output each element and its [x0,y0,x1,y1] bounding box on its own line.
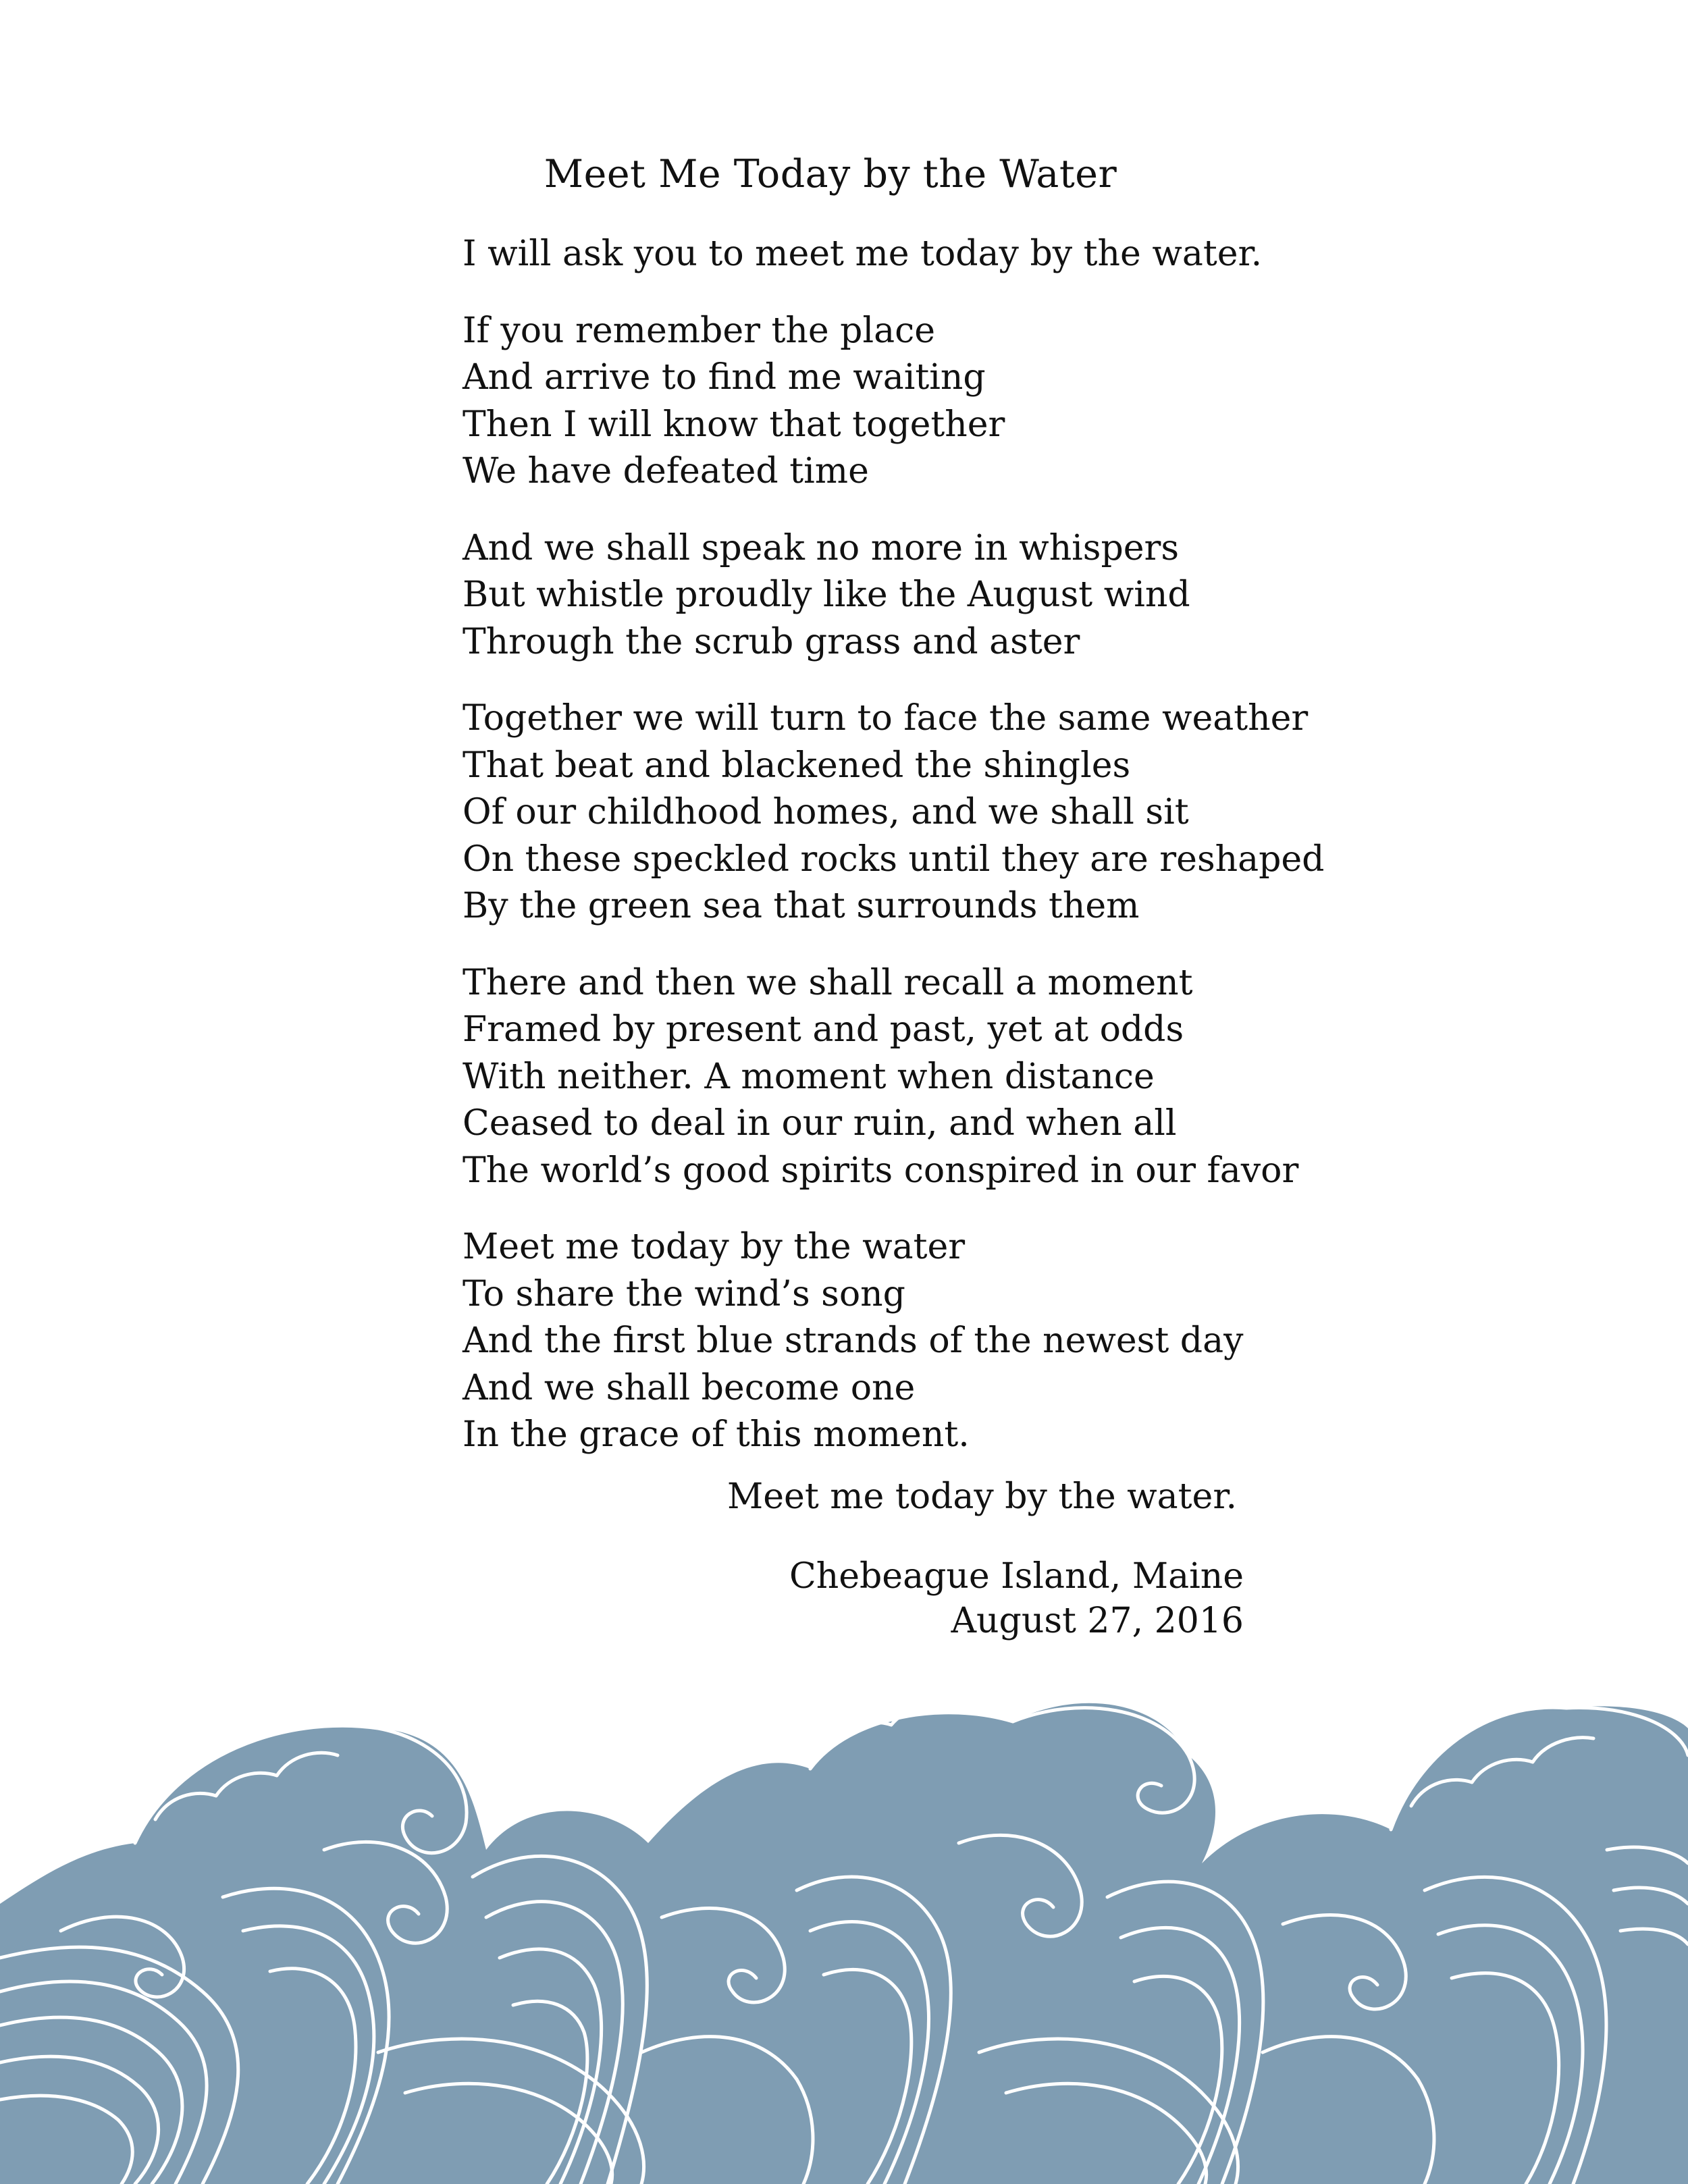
wave-fill [0,1703,1688,2184]
poem-line: But whistle proudly like the August wind [463,575,1190,615]
poem-line: Through the scrub grass and aster [463,621,1080,662]
poem-line: I will ask you to meet me today by the water. [463,234,1263,274]
stanza-3 [463,525,1273,666]
stanza-5 [463,960,1299,1195]
poem-line: If you remember the place [463,310,935,351]
stanza-6 [463,1224,1273,1459]
ocean-waves-illustration [0,1674,1688,2184]
signature-block [789,1554,1244,1643]
poem-line: In the grace of this moment. [463,1414,970,1455]
stanza-1 [463,231,1273,278]
poem-line: By the green sea that surrounds them [463,886,1140,926]
stanza-2 [463,308,1273,496]
poem-line: Then I will know that together [463,404,1005,445]
closing-line: Meet me today by the water. [727,1476,1237,1517]
poem-line: With neither. A moment when distance [463,1056,1155,1097]
poem-line: To share the wind’s song [463,1273,905,1314]
poem-line: We have defeated time [463,451,869,491]
poem-line: On these speckled rocks until they are reshaped [463,838,1325,880]
poem-line: And the first blue strands of the newest day [463,1321,1244,1361]
poem-line: And arrive to find me waiting [463,357,986,398]
poem-line: The world’s good spirits conspired in our favor [463,1150,1299,1191]
poem-line: There and then we shall recall a moment [463,962,1193,1003]
poem-line: Of our childhood homes, and we shall sit [463,792,1189,832]
signature-place: Chebeague Island, Maine [789,1556,1244,1597]
signature-date: August 27, 2016 [951,1601,1244,1641]
poem-line: Framed by present and past, yet at odds [463,1009,1184,1050]
poem-line: And we shall become one [463,1367,916,1408]
poem-line: Meet me today by the water [463,1227,966,1267]
poem-body [463,231,1325,1489]
stanza-4 [463,695,1325,930]
poem-line: And we shall speak no more in whispers [463,527,1180,568]
poem-line: That beat and blackened the shingles [463,745,1131,786]
poem-line: Ceased to deal in our ruin, and when all [463,1103,1177,1144]
poem-line: Together we will turn to face the same weather [463,698,1309,739]
poem-title: Meet Me Today by the Water [544,152,1117,196]
